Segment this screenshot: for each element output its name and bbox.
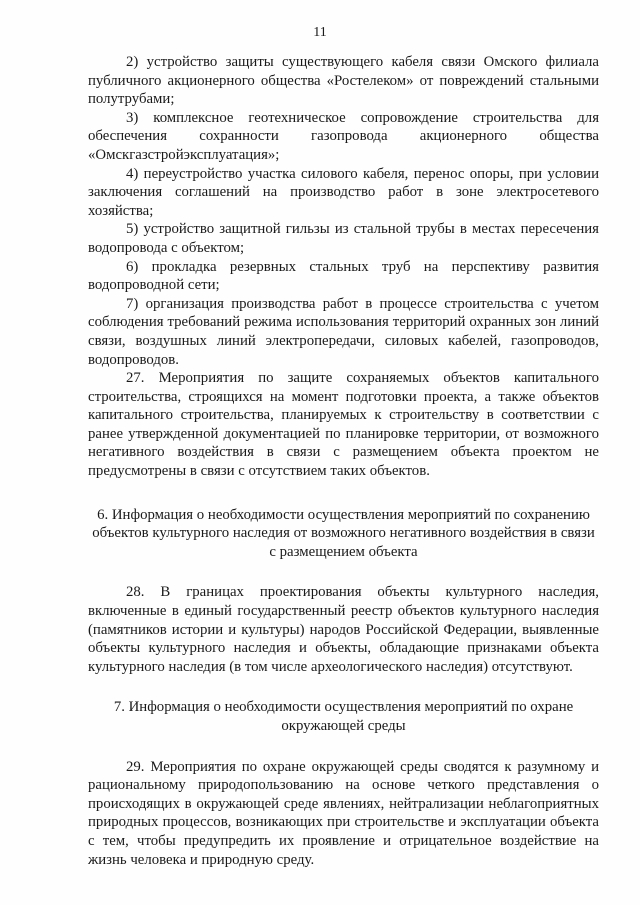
section-7-heading: 7. Информация о необходимости осуществления мероприятий по охране окружающей среды — [113, 699, 574, 734]
document-body — [88, 53, 599, 869]
paragraph-27: 27. Мероприятия по защите сохраняемых объектов капитального строительства, строящихся на момент подготовки проекта, а также объектов капитального строительства, планируемых к строительству в соответствии с ранее утвержденной документацией по планировке территории, от возможного негативного воздействия в связи с размещением объекта проектом не предусмотрены в связи с отсутствием таких объектов. — [88, 370, 599, 480]
list-item: 6) прокладка резервных стальных труб на перспективу развития водопроводной сети; — [88, 258, 599, 294]
list-item: 7) организация производства работ в процессе строительства с учетом соблюдения требований режима использования территорий охранных зон линий связи, воздушных линий электропередачи, силовых кабелей, газопроводов, водопроводов. — [88, 295, 599, 368]
list-item: 2) устройство защиты существующего кабеля связи Омского филиала публичного акционерного общества «Ростелеком» от повреждений стальными полутрубами; — [88, 54, 599, 108]
list-item: 3) комплексное геотехническое сопровождение строительства для обеспечения сохранности газопровода акционерного общества «Омскгазстройэксплуатация»; — [88, 109, 599, 163]
list-item: 5) устройство защитной гильзы из стальной трубы в местах пересечения водопровода с объектом; — [88, 221, 599, 256]
section-6-heading: 6. Информация о необходимости осуществления мероприятий по сохранению объектов культурного наследия от возможного негативного воздействия в связи с размещением объекта — [92, 506, 595, 560]
page-number: 11 — [313, 25, 327, 40]
paragraph-28: 28. В границах проектирования объекты культурного наследия, включенные в единый государственный реестр объектов культурного наследия (памятников истории и культуры) народов Российской Федерации, выявленные объекты культурного наследия и объекты, обладающие признаками объекта культурного наследия (в том числе археологического наследия) отсутствуют. — [88, 584, 599, 675]
list-item: 4) переустройство участка силового кабеля, перенос опоры, при условии заключения соглашений на производство работ в зоне электросетевого хозяйства; — [88, 165, 599, 219]
paragraph-29: 29. Мероприятия по охране окружающей среды сводятся к разумному и рациональному природопользованию на основе четкого представления о происходящих в окружающей среде явлениях, нейтрализации неблагоприятных природных процессов, возникающих при строительстве и эксплуатации объекта с тем, чтобы предупредить их проявление и отрицательное воздействие на жизнь человека и природную среду. — [88, 758, 599, 868]
